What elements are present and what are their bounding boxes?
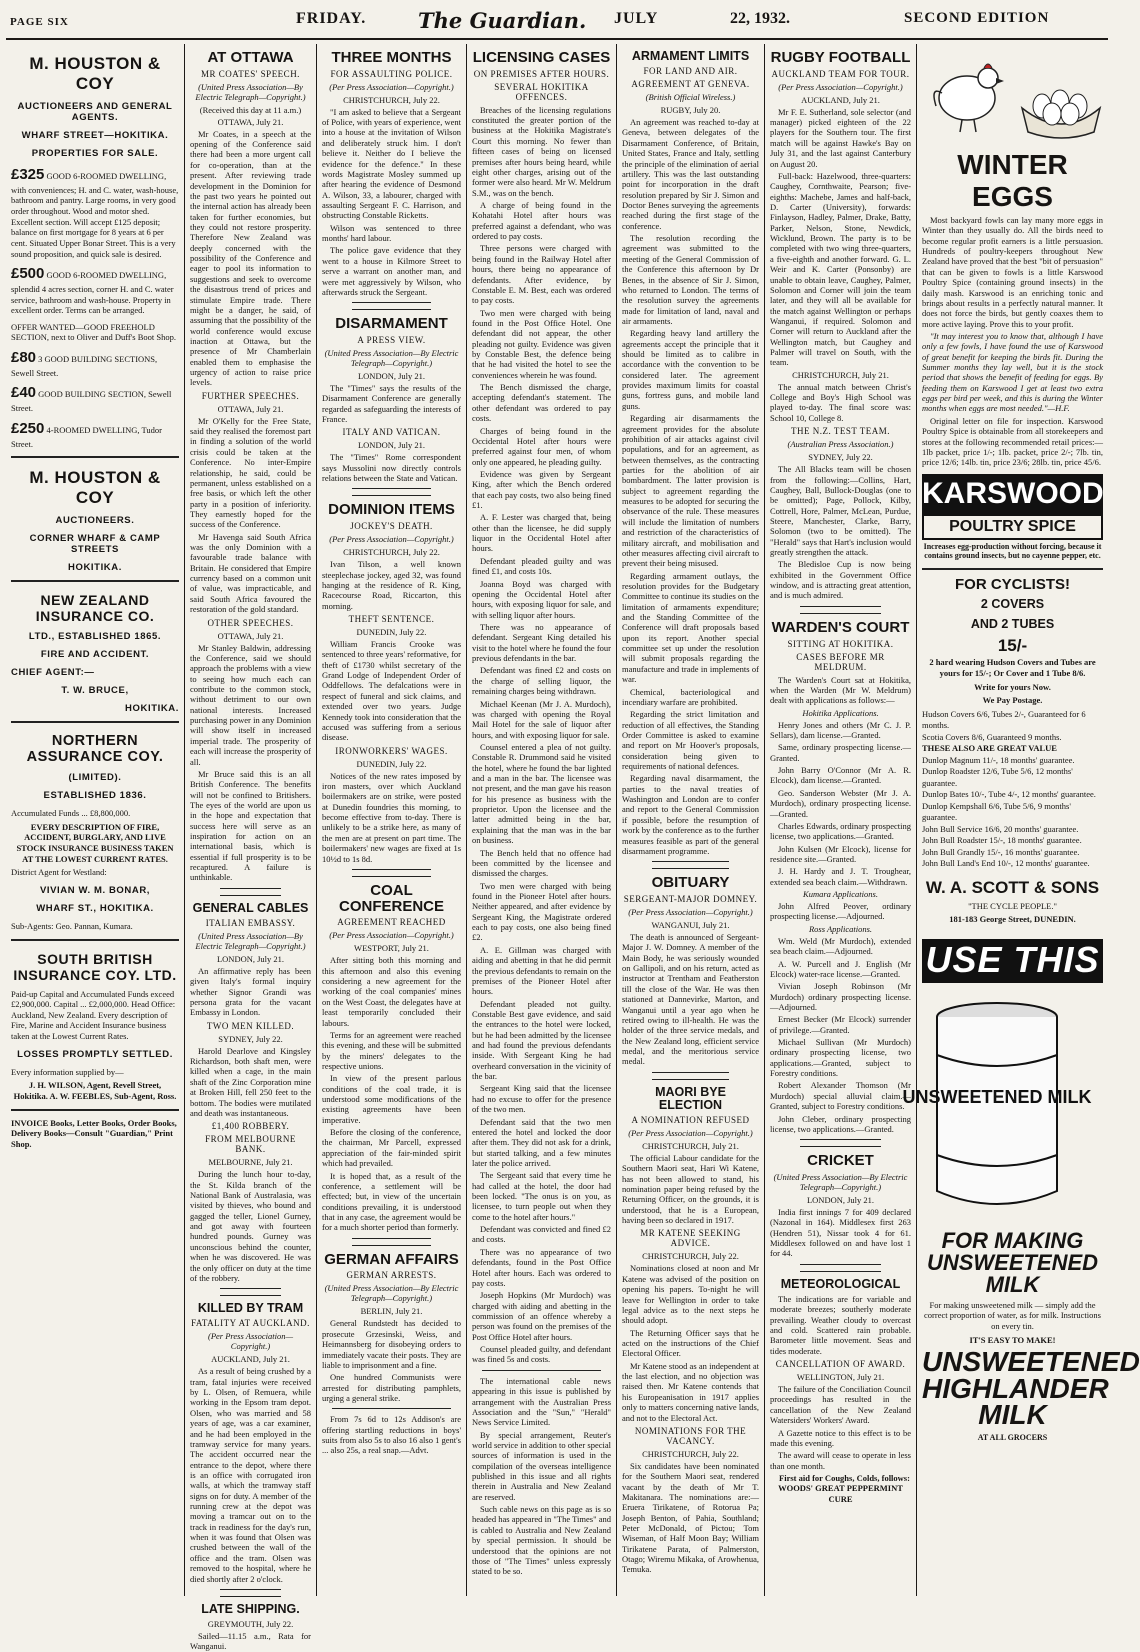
article-paragraph: Defendant pleaded not guilty. Constable Best gave evidence, and said the entrances to the hotel were locked, but he had been admitted by the licensee and had found the previous defendants inside. With Sergeant King he had overheard conversation in the vicinity of the bar. (472, 998, 611, 1082)
press-credit: (United Press Association—By Electric Telegraph—Copyright.) (195, 930, 306, 951)
dateline: BERLIN, July 21. (360, 1306, 423, 1317)
ad-south-british-name: SOUTH BRITISH INSURANCE COY. LTD. (13, 950, 177, 983)
article-paragraph: Two men were charged with being found in the Post Office Hotel. One defendant did not appear, the other pleading not guilty. Evidence was given by Constable Best, the defence being that he had visited the hotel to see the conveniences wherein he was found. (472, 307, 611, 380)
article-paragraph: Mr Bruce said this is an all British Conference. The benefits will not be confined to Britishers. The eyes of the world are upon us in the hope and expectation that success here will serve as an inspiration for action on an international basis, which is essential if full prosperity is to be recaptured. A failure is unthinkable. (190, 768, 311, 883)
advert-peppermint-cure: First aid for Coughs, Colds, follows: WOODS' GREAT PEPPERMINT CURE (778, 1472, 910, 1504)
press-credit: (Per Press Association—Copyright.) (628, 1127, 753, 1138)
page-number: PAGE SIX (10, 16, 69, 28)
subheading: CANCELLATION OF AWARD. (775, 1359, 906, 1370)
headline-rule (652, 861, 729, 869)
subheading: A NOMINATION REFUSED (631, 1114, 750, 1125)
press-credit: (Per Press Association—Copyright.) (628, 907, 753, 918)
article-paragraph: General Rundstedt has decided to prosecute Grzesinski, Weiss, and Heimannsberg for disobeying orders to immediately vacate their posts. They are liable to imprisonment and a fine. (322, 1318, 461, 1370)
article-paragraph: The Bledisloe Cup is now being exhibited in the Government Office window, and is attracting great attention, and is much admired. (770, 559, 911, 601)
article-headline-armament-limits: ARMAMENT LIMITS (631, 49, 750, 63)
subheading: CASES BEFORE MR MELDRUM. (796, 651, 885, 672)
ad-property-listing: £325 GOOD 6-ROOMED DWELLING, with conveniences; H. and C. water, wash-house, bathroom and pantry. Large rooms, in very good order throughout. Wood and motor shed. Excellent section. Will accept £125 deposit; balance on first mortgage for 8 years at 6 per cent. Situated Upper Bonar Street. This is a very sound proposition, and quick sale is desired. (11, 166, 179, 259)
article-headline-late-shipping: LATE SHIPPING. (201, 1601, 300, 1616)
subheading: MR COATES' SPEECH. (201, 68, 300, 79)
subheading: A PRESS VIEW. (357, 334, 426, 345)
article-paragraph: Robert Alexander Thomson (Mr Murdoch) special alluvial claim.—Granted, subject to Forestry conditions. (770, 1080, 911, 1112)
article-paragraph: Mr Stanley Baldwin, addressing the Conference, said we should approach the problems with a view to seeing how much each can contribute to the common stock, without detriment to our own national interests. Increased purchasing power in any Dominion will show itself in increased imperial trade. The prosperity of each will increase the prosperity of all. (190, 642, 311, 767)
subheading: AUCKLAND TEAM FOR TOUR. (771, 68, 910, 79)
press-credit: (United Press Association—By Electric Telegraph—Copyright.) (195, 81, 306, 102)
headline-rule (220, 1589, 281, 1597)
price-list-item: Hudson Covers 6/6, Tubes 2/-, Guaranteed for 6 months. (922, 708, 1086, 731)
press-credit: (Per Press Association—Copyright.) (778, 81, 903, 92)
headline-rule (652, 1072, 729, 1080)
article-paragraph: The Returning Officer says that he acted on the instructions of the Chief Electoral Officer. (622, 1327, 759, 1359)
article-paragraph: Regarding air disarmaments the agreement provides for the absolute prohibition of air attacks against civil populations, and for an agreement, as between themselves, as the contracting parties for the abolition of air bombardment. The latter provision is subject to agreement regarding the measures to be adopted for securing the observance of the rule. These measures will include the limitation of numbers and restriction of the characteristics of military aircraft, and mobilisation and other measures affecting civil aircraft to prevent their being misused. (622, 413, 759, 569)
article-paragraph: Mr Katene stood as an independent at the last election, and no objection was raised then. Mr Katene contends that his Europeanisation in 1917 applies only to matters concerning native lands, and not to the Electoral Act. (622, 1360, 759, 1423)
article-paragraph: Defendant pleaded guilty and was fined £1, and costs 10s. (472, 555, 611, 577)
price-list-item: THESE ALSO ARE GREAT VALUE (922, 743, 1057, 754)
article-paragraph: The police gave evidence that they went to a house in Kilmore Street to serve a warrant on another man, and were met aggressively by Wilson, who afterwards struck the Sergeant. (322, 245, 461, 297)
ad-winter-eggs-testimonial: "It may interest you to know that, although I have only a few fowls, I have found the use of Karswood of great benefit for keeping the birds fit. During the Summer months they lay well, but it is the stock period that shows the benefit of feeding for eggs. By feeding them on Karswood I get at least two extra eggs per bird per week, and this is during the Winter months when eggs are most needed."—H.F. (922, 330, 1103, 414)
ad-offer-wanted: OFFER WANTED—GOOD FREEHOLD SECTION, next to Oliver and Duff's Boot Shop. (11, 321, 176, 343)
ad-cyclists-postage: We Pay Postage. (982, 695, 1043, 706)
ad-scott-name: W. A. SCOTT & SONS (925, 877, 1100, 897)
article-paragraph: Terms for an agreement were reached this evening, and these will be submitted by the miners' delegates to the respective unions. (322, 1029, 461, 1071)
article-paragraph: Before the closing of the conference, the chairman, Mr Parcell, expressed appreciation of the fair-minded spirit which had prevailed. (322, 1127, 461, 1169)
article-paragraph: Charges of being found in the Occidental Hotel after hours were preferred against four men, of whom only one appeared, he pleading guilty. (472, 425, 611, 467)
advert-notice: From 7s 6d to 12s Addison's are offering startling reductions in boys' suits from also 5s to also 16 also 1 gent's ... also 25s, a real snap.—Advt. (322, 1414, 461, 1456)
article-paragraph: Ernest Becker (Mr Elcock) surrender of privilege.—Granted. (770, 1014, 911, 1035)
karswood-poultry-spice: POULTRY SPICE (922, 514, 1103, 540)
subheading: SERGEANT-MAJOR DOMNEY. (623, 894, 758, 905)
ad-houston-name: M. HOUSTON & COY (29, 54, 161, 93)
price-list-item: Scotia Covers 8/6, Guaranteed 9 months. (922, 731, 1062, 742)
article-paragraph: During the lunch hour to-day, the St. Kilda branch of the National Bank of Australasia, was visited by thieves, who bound and gagged the teller, Lionel Gurney, and got away with fourteen hundred pounds. Gurney was unconscious behind the counter, when he was discovered. He was the only officer on duty at the time of the robbery. (190, 1169, 311, 1283)
subheading: THE N.Z. TEST TEAM. (791, 426, 890, 437)
milk-tin-label: UNSWEETENED MILK (902, 1086, 1092, 1107)
ad-cyclists-covers: 2 COVERS (980, 597, 1045, 612)
press-credit: (Per Press Association—Copyright.) (329, 81, 454, 92)
article-paragraph: Six candidates have been nominated for the Southern Maori seat, rendered vacant by the death of Mr T. Makitanara. The nominations are:—Eruera Tirikatene, of Rotorua Pa; Joseph Benton, of Pahia, Southland; Peter McDonald, of Pictou; Tom Wiseman, of Half Moon Bay; William Tirikatene Parata, of Palmerston, Otago; Wiremu Mikaka, of Arowhenua, Temuka. (622, 1460, 759, 1575)
divider (11, 721, 179, 723)
subheading: OTHER SPEECHES. (207, 617, 294, 628)
article-paragraph: Chemical, bacteriological and incendiary warfare are prohibited. (622, 686, 759, 707)
subheading: AGREEMENT REACHED (337, 917, 446, 928)
dateline: CHRISTCHURCH, July 22. (642, 1448, 739, 1459)
article-paragraph: The Sergeant said that every time he had called at the hotel, the door had been locked. "The onus is on you, as licensee, to turn people out when they come to the hotel after hours." (472, 1170, 611, 1222)
ad-winter-eggs-text: Most backyard fowls can lay many more eggs in Winter than they usually do. All the birds need to become regular profit earners is a little persuasion. Hundreds of poultry-keepers throughout New Zealand have proved that the best "bit of persuasion" that can be given to fowls is a little Karswood Poultry Spice (containing ground insects) in the daily mash. Karswood is an enriching tonic and brings about results in a perfectly natural manner. It does not force the birds, but gently coaxes them to more active laying. Prove this to your profit. (922, 215, 1103, 329)
divider (11, 1109, 179, 1111)
headline-rule (352, 488, 431, 496)
article-paragraph: "I am asked to believe that a Sergeant of Police, with years of experience, went into a house at the invitation of Wilson and deliberately struck him. I don't believe it. Neither do I believe the evidence for the defence." In these words Magistrate Mosley summed up after hearing the evidence of Desmond A. Wilson, 33, a labourer, charged with assaulting Sergeant F. C. Harrison, and obstructing Constable Ricketts. (322, 106, 461, 221)
article-headline-dominion-items: DOMINION ITEMS (328, 501, 455, 519)
dateline: CHRISTCHURCH, July 21. (792, 369, 889, 380)
column-three (316, 44, 466, 1596)
article-headline-three-months: THREE MONTHS (331, 49, 452, 66)
article-paragraph: Evidence was given by Sergeant King, after which the Bench ordered that each pay costs, two also being fined £1. (472, 468, 611, 511)
dateline: LONDON, July 21. (806, 1195, 875, 1205)
subheading: JOCKEY'S DEATH. (350, 521, 433, 532)
press-credit: (United Press Association—By Electric Telegraph—Copyright.) (324, 1283, 459, 1304)
ad-northern-limited: (LIMITED). (68, 772, 122, 784)
article-paragraph: Full-back: Hazelwood, three-quarters: Caughey, Cornthwaite, Pearson; five-eighths: Machebe, James and half-back, D. Carter (University), forwards: Finlayson, Hadley, Palmer, Drake, Batty, Parker, Nelson, Stone, Newdick, Wicklund, Brown. The party is to be completed with two wing three-quarters, a five-eighth and another forward. G. L. Weir and K. Carter (Ponsonby) are unable to obtain leave, Caughey, Palmer, Solomon and Corner will join the team later, and they will all be available for the match against Wellington or perhaps Wanganui, if required. Solomon and Corner will return to Auckland after the Wellington match, but Caughey and Palmer will travel on South, with the team. (770, 170, 911, 368)
ad-chief-agent-name: T. W. BRUCE, (61, 685, 129, 697)
article-headline-german-affairs: GERMAN AFFAIRS (324, 1250, 459, 1268)
article-paragraph: Notices of the new rates imposed by iron masters, over which Auckland boilermakers are on strike, were posted at Dunedin foundries this morning, to become effective from to-day. There is unlikely to be a strike here, as many of the men are at present on part time. The boilermakers' new wages are fixed at 1s 10½d to 1s 8d. (322, 770, 461, 864)
ad-cyclists-write: Write for yours Now. (974, 681, 1051, 692)
ad-houston-address: WHARF STREET—HOKITIKA. (21, 130, 169, 141)
ad-nz-insurance-name: NEW ZEALAND INSURANCE CO. (35, 592, 155, 625)
article-paragraph: The Bench dismissed the charge, accepting defendant's statement. The other defendant was ordered to pay costs. (472, 382, 611, 424)
ad-property-listing: £80 3 GOOD BUILDING SECTIONS, Sewell Street. (11, 349, 158, 378)
column-two (184, 44, 316, 1652)
ad-cyclists-offer: 2 hard wearing Hudson Covers and Tubes are yours for 15/-; Or Cover and 1 Tube 8/6. (929, 657, 1096, 679)
subheading: ITALY AND VATICAN. (342, 427, 441, 438)
article-paragraph: One hundred Communists were arrested for distributing pamphlets, urging a general strike. (322, 1372, 461, 1403)
dateline: CHRISTCHURCH, July 22. (343, 547, 440, 558)
ad-south-british-agents: J. H. WILSON, Agent, Revell Street, Hokitika. A. W. FEEBLES, Sub-Agent, Ross. (13, 1080, 177, 1101)
article-paragraph: William Francis Crooke was sentenced to three years' reformative, for theft of £1730 whilst secretary of the Grand Lodge of Independent Order of Oddfellows. The defalcations were in respect of funeral and sick claims, and extended over two years. Judge Kennedy took into consideration that the accused was suffering from a serious disease. (322, 639, 461, 743)
dateline: MELBOURNE, July 21. (208, 1157, 293, 1168)
karswood-tagline: Increases egg-production without forcing, because it contains ground insects, but no cayenne pepper, etc. (923, 541, 1102, 560)
headline-rule (352, 869, 431, 877)
article-paragraph: J. H. Hardy and J. T. Troughear, extended sea beach claim.—Withdrawn. (770, 866, 911, 887)
article-paragraph: Breaches of the licensing regulations constituted the greater portion of the business at the Hokitika Magistrate's Court this morning. No fewer than fifteen cases of being on licensed premises after hours being heard, while eight other charges, arising out of the former were also heard. Mr W. Meldrum S.M., was on the bench. (472, 104, 611, 198)
article-paragraph: Three persons were charged with being found in the Railway Hotel after hours, there being no appearance of defendants. After evidence, by Constable E. M. Best, each was ordered to pay costs. (472, 243, 611, 306)
milk-tin-illustration (902, 995, 1092, 1215)
ad-south-british-info: Every information supplied by— (11, 1066, 124, 1077)
subheading: FROM MELBOURNE BANK. (205, 1134, 296, 1155)
issue-day: FRIDAY. (296, 10, 367, 27)
column-five (616, 44, 764, 1596)
dateline: WESTPORT, July 21. (354, 943, 429, 954)
issue-month: JULY (614, 10, 659, 27)
ad-cyclists-heading: FOR CYCLISTS! (955, 575, 1070, 593)
subheading: FOR ASSAULTING POLICE. (330, 68, 453, 79)
article-paragraph: The award will cease to operate in less than one month. (770, 1450, 911, 1471)
ad-northern-address: WHARF ST., HOKITIKA. (36, 902, 154, 914)
dateline: AUCKLAND, July 21. (801, 94, 880, 105)
article-paragraph: Defendant was convicted and fined £2 and costs. (472, 1224, 611, 1245)
article-paragraph: The resolution recording the agreement was submitted to the meeting of the General Commission of the Conference this afternoon by Dr Benes, in the absence of Sir J. Simon, who returned to London. The terms of the resolution survey the agreements made for limitation of land, naval and air armaments. (622, 233, 759, 326)
article-headline-general-cables: GENERAL CABLES (192, 900, 309, 915)
article-headline-meteorological: METEOROLOGICAL (780, 1276, 901, 1291)
ad-south-british-capital: Paid-up Capital and Accumulated Funds exceed £2,900,000. Capital ... £2,000,000. Head Office: Auckland, New Zealand. Every description of Fire, Marine and Accident Insurance business taken at the Lowest Current Rates. (11, 988, 176, 1041)
article-paragraph: Counsel entered a plea of not guilty. Constable R. Drummond said he visited the hotel, where he found the bar lighted and a man in the bar. The licensee was not present, and the man gave his reason for his presence as business with the proprietor. Upon the licensee and the latter admitted being in the bar, explaining that the man was in the bar on business. (472, 741, 611, 846)
subheading: IRONWORKERS' WAGES. (335, 745, 448, 756)
divider (922, 568, 1103, 570)
dateline: AUCKLAND, July 21. (211, 1354, 290, 1365)
press-credit: (United Press Association—By Electric Telegraph—Copyright.) (773, 1172, 908, 1192)
price-list-item: Dunlop Bates 10/-, Tube 4/-, 12 months' guarantee. (922, 789, 1096, 800)
price-list-item: Dunlop Roadster 12/6, Tube 5/6, 12 months' guarantee. (922, 766, 1073, 788)
article-paragraph: An affirmative reply has been given Italy's formal inquiry whether Signor Grandi was persona grata for the vacant Embassy in London. (190, 965, 311, 1018)
article-paragraph: Ivan Tilson, a well known steeplechase jockey, aged 32, was found hanging at the residence of R. King, Racecourse Road, Riccarton, this morning. (322, 559, 461, 611)
dateline: LONDON, July 21. (357, 370, 426, 381)
subheading: SEVERAL HOKITIKA OFFENCES. (494, 81, 589, 102)
dateline: OTTAWA, July 21. (217, 630, 284, 641)
ad-northern-every: EVERY DESCRIPTION OF FIRE, ACCIDENT, BURGLARY, AND LIVE STOCK INSURANCE BUSINESS TAKEN AT THE LOWEST CURRENT RATES. (16, 821, 174, 864)
dateline: CHRISTCHURCH, July 21. (642, 1140, 739, 1151)
ad-scott-tagline: "THE CYCLE PEOPLE." (968, 900, 1057, 911)
ad-at-all-grocers: AT ALL GROCERS (977, 1433, 1048, 1443)
dateline: DUNEDIN, July 22. (356, 758, 427, 769)
dateline: RUGBY, July 20. (660, 105, 721, 116)
article-paragraph: Same, ordinary prospecting license.—Granted. (770, 742, 911, 763)
ad-northern-district: District Agent for Westland: (11, 867, 107, 878)
received-note: (Received this day at 11 a.m.) (199, 104, 302, 115)
press-credit: (Per Press Association—Copyright.) (329, 930, 454, 941)
subheading: GERMAN ARRESTS. (346, 1270, 437, 1281)
dateline: SYDNEY, July 22. (808, 452, 873, 463)
subheading: MR KATENE SEEKING ADVICE. (640, 1228, 741, 1249)
article-headline-cricket: CRICKET (807, 1152, 874, 1170)
dateline: SYDNEY, July 22. (218, 1033, 283, 1044)
article-paragraph: The Bench held that no offence had been committed by the licensee and dismissed the charges. (472, 847, 611, 879)
dateline: OTTAWA, July 21. (217, 116, 284, 127)
ad-nz-insurance-established: LTD., ESTABLISHED 1865. (28, 631, 162, 643)
price-list-item: John Bull Grandly 15/-, 16 months' guarantee. (922, 846, 1080, 857)
ad-nz-insurance-fire: FIRE AND ACCIDENT. (40, 649, 150, 661)
subheading: TWO MEN KILLED. (206, 1020, 295, 1031)
article-paragraph: Defendant was fined £2 and costs on the charge of selling liquor, the remaining charges being withdrawn. (472, 665, 611, 697)
headline-rule (220, 1288, 281, 1296)
cable-notice: The international cable news appearing in this issue is published by arrangement with the Australian Press Association and the "Sun," "Herald" News Service Limited. (472, 1375, 611, 1428)
subsection-label: Ross Applications. (808, 923, 873, 934)
ad-cyclists-price: 15/- (997, 635, 1028, 655)
press-credit: (Australian Press Association.) (787, 439, 894, 450)
ad-northern-established: ESTABLISHED 1836. (43, 790, 147, 802)
article-headline-obituary: OBITUARY (651, 874, 730, 892)
article-paragraph: Harold Dearlove and Kingsley Richardson, both shaft men, were killed when a cage, in the main shaft of the Zinc Corporation mine at Broken Hill, fell 250 feet to the bottom. The bodies were mutilated and death was instantaneous. (190, 1045, 311, 1118)
press-credit: (Per Press Association—Copyright.) (208, 1331, 293, 1352)
ad-houston-corner: CORNER WHARF & CAMP STREETS (29, 533, 161, 556)
article-headline-wardens-court: WARDEN'S COURT (771, 618, 910, 636)
price-list-item: John Bull Roadster 15/-, 18 months' guarantee. (922, 835, 1082, 846)
article-paragraph: In view of the present parlous conditions of the coal trade, it is understood some modifications of the existing agreements have been imperative. (322, 1073, 461, 1125)
article-headline-disarmament: DISARMAMENT (335, 315, 448, 333)
dateline: CHRISTCHURCH, July 22. (343, 94, 440, 105)
article-paragraph: Regarding heavy land artillery the agreements accept the principle that it should be limited as to calibre in accordance with the convention to be considered later. The agreement provides maximum limits for coastal guns, fortress guns, and mobile land guns. (622, 328, 759, 411)
article-paragraph: Sailed—11.15 a.m., Rata for Wanganui. (190, 1631, 311, 1652)
article-paragraph: John Barry O'Connor (Mr A. R. Elcock), dam license.—Granted. (770, 765, 911, 786)
divider (332, 1408, 451, 1409)
press-credit: (Per Press Association—Copyright.) (329, 534, 454, 545)
ad-property-listing: £40 GOOD BUILDING SECTION, Sewell Street. (11, 384, 172, 414)
ad-highlander-milk: UNSWEETENED HIGHLANDER MILK (922, 1346, 1140, 1431)
dateline: WANGANUI, July 21. (651, 920, 730, 931)
subsection-label: Hokitika Applications. (802, 707, 879, 718)
article-paragraph: A Gazette notice to this effect is to be made this evening. (770, 1427, 911, 1448)
subheading: ITALIAN EMBASSY. (205, 917, 296, 928)
ad-south-british-losses: LOSSES PROMPTLY SETTLED. (17, 1048, 173, 1060)
dateline: CHRISTCHURCH, July 22. (642, 1251, 739, 1262)
price-list-item: Dunlop Kempshall 6/6, Tube 5/6, 9 months' guarantee. (922, 800, 1071, 823)
divider (11, 580, 179, 582)
article-paragraph: The All Blacks team will be chosen from the following:—Collins, Hart, Caughey, Ball, Bullock-Douglas (one to be omitted); Page, Pollock, Kilby, Cottrell, Hore, Palmer, McLean, Purdue, Steere, Manchester, Clarke, Barry, Solomon (two to be omitted). The "Herald" says that Hart's inclusion would greatly strengthen the attack. (770, 464, 911, 558)
column-four (466, 44, 616, 1596)
newspaper-title: The Guardian. (418, 8, 587, 33)
karswood-logo: KARSWOOD (922, 474, 1103, 514)
price-list-item: Dunlop Magnum 11/-, 18 months' guarantee. (922, 754, 1075, 765)
article-headline-rugby-football: RUGBY FOOTBALL (770, 49, 911, 66)
subheading: ON PREMISES AFTER HOURS. (473, 68, 610, 79)
headline-rule (352, 1238, 431, 1246)
article-paragraph: Regarding naval disarmament, the parties to the naval treaties of Washington and London are to confer and report to the General Commission if possible, before the resumption of work by the conference as to the further measures feasible as part of the general disarmament programme. (622, 773, 759, 856)
subheading: NOMINATIONS FOR THE VACANCY. (634, 1425, 747, 1446)
subheading: FURTHER SPEECHES. (201, 390, 300, 401)
ad-chief-agent-town: HOKITIKA. (125, 703, 179, 715)
article-paragraph: Geo. Sanderson Webster (Mr J. A. Murdoch), ordinary prospecting license.—Granted. (770, 787, 911, 819)
article-paragraph: Mr O'Kelly for the Free State, said they realised the foremost part in finding a solution of the world crisis could be taken at the Conference. No inter-Empire relationship, he said, could be permanent, unless established on a free basis, or which left the other party in a position of inferiority. They earnestly hoped for the success of the Conference. (190, 415, 311, 530)
ad-for-making-heading: FOR MAKING UNSWEETENED MILK (926, 1227, 1099, 1297)
headline-rule (352, 302, 431, 310)
article-paragraph: The official Labour candidate for the Southern Maori seat, Hari Wi Katene, has not been allowed to stand, his nomination paper being refused by the Returning Officer, on the grounds, it is understood, that he is a European, having been so declared in 1917. (622, 1152, 759, 1226)
ad-cyclists-price-list (922, 709, 1103, 870)
dateline: WELLINGTON, July 21. (796, 1372, 885, 1383)
subheading: SITTING AT HOKITIKA. (787, 638, 894, 649)
ad-northern-name: NORTHERN ASSURANCE COY. (26, 733, 164, 766)
article-paragraph: The death is announced of Sergeant-Major J. W. Domney. A member of the Main Body, he was seriously wounded on Gallipoli, and on his return, acted as instructor at Trentham and Featherston till the close of the War. He was then stationed at Dannevirke, Marton, and Wanganui until a year ago when he retired owing to ill-health. He was the holder of the three service medals, and the New Zealand long, efficient service medal, and the meritorious service medal. (622, 932, 759, 1067)
hen-and-eggs-illustration (922, 48, 1102, 138)
subheading: AGREEMENT AT GENEVA. (631, 79, 750, 90)
article-paragraph: Wilson was sentenced to three months' hard labour. (322, 222, 461, 244)
article-paragraph: A. E. Gillman was charged with aiding and abetting in that he did permit the previous defendants to remain on the premises of the Pioneer Hotel after hours. (472, 944, 611, 997)
dateline: GREYMOUTH, July 22. (207, 1619, 294, 1630)
ad-property-listing: £500 GOOD 6-ROOMED DWELLING, splendid 4 acres section, corner H. and C. water service, bathroom and wash-house. Property in excellent order. Terms can be arranged. (11, 265, 174, 316)
article-paragraph: The indications are for variable and moderate breezes; southerly moderate prevailing. Weather cloudy to overcast and cold. Scattered rain probable. Barometer little movement. Seas and tides moderate. (770, 1293, 911, 1356)
article-paragraph: After sitting both this morning and this afternoon and also this evening considering a new agreement for the working of the coal companies' mines on the West Coast, the delegates have at least temporarily concluded their labours. (322, 955, 461, 1028)
ad-property-listing: £250 4-ROOMED DWELLING, Tudor Street. (11, 419, 162, 449)
article-paragraph: The "Times" says the results of the Disarmament Conference are generally regarded as safeguarding the interests of France. (322, 382, 461, 425)
column-advertisements (6, 44, 184, 1596)
headline-rule (220, 888, 281, 896)
cable-notice: Such cable news on this page as is so headed has appeared in "The Times" and is cabled to Australia and New Zealand by special permission. It should be understood that the opinions are not those of "The Times" unless expressly stated to be so. (472, 1504, 611, 1577)
subheading: £1,400 ROBBERY. (211, 1121, 290, 1132)
article-paragraph: As a result of being crushed by a tram, fatal injuries were received by L. Olsen, of Remuera, while working in the Epsom tram depot. Olsen, who was married and 58 years of age, was a car examiner, and he had been employed in the tramway service for many years. The accident occurred near the entrance to the depot, where there is an office with corrugated iron walls, at which the tramway staff signs on for duty. A member of the running crew at the depot was moving a tramcar out on to the track in readiness for the day's run, when it was found that Olsen was crushed between the wall of the office and the tram. Olsen was removed to the hospital, where he died shortly after 2 o'clock. (190, 1366, 311, 1584)
article-headline-licensing-cases: LICENSING CASES (472, 49, 611, 66)
article-headline-killed-by-tram: KILLED BY TRAM (197, 1301, 304, 1316)
article-headline-ottawa: AT OTTAWA (207, 49, 294, 66)
ad-scott-address: 181-183 George Street, DUNEDIN. (949, 914, 1076, 925)
dateline: OTTAWA, July 21. (217, 403, 284, 414)
article-paragraph: There was no appearance of defendant. Sergeant King detailed his visit to the hotel where he found the four previous defendants in the bar. (472, 622, 611, 664)
article-paragraph: Michael Keenan (Mr J. A. Murdoch), was charged with opening the Royal Mail Hotel for the sale of liquor after hours, and with exposing liquor for sale. (472, 698, 611, 740)
article-paragraph: There was no appearance of two defendants, found in the Post Office Hotel after hours. Each was ordered to pay costs. (472, 1246, 611, 1288)
article-paragraph: Sergeant King said that the licensee had no excuse to offer for the presence of the two men. (472, 1083, 611, 1115)
article-headline-maori-bye-election: MAORI BYE ELECTION (655, 1084, 726, 1112)
press-credit: (United Press Association—By Electric Telegraph—Copyright.) (324, 347, 459, 368)
divider (482, 1370, 601, 1371)
article-paragraph: Henry Jones and others (Mr C. J. P. Sellars), dam license.—Granted. (770, 719, 911, 741)
divider (11, 456, 179, 458)
ad-northern-agent: VIVIAN W. M. BONAR, (39, 884, 151, 896)
ad-invoice-books: INVOICE Books, Letter Books, Order Books, Delivery Books—Consult "Guardian," Print Shop. (11, 1117, 177, 1149)
article-paragraph: An agreement was reached to-day at Geneva, between delegates of the Disarmament Conference, of Britain, United States, France and Italy, settling the principle of the elimination of aerial artillery. This was the last outstanding point for incorporation in the draft resolution prepared by Sir J. Simon and Doctor Benes surveying the agreements reached during the first stage of the conference. (622, 117, 759, 231)
article-paragraph: India first innings 7 for 409 declared (Nazonal in 164). Middlesex first 263 (Hendren 51), Nissar took 4 for 61. Middlesex followed on and have lost 1 for 44. (770, 1207, 911, 1259)
ad-houston-name-2: M. HOUSTON & COY (29, 468, 161, 508)
article-paragraph: Vivian Joseph Robinson (Mr Murdoch) ordinary prospecting license.—Adjourned. (770, 981, 911, 1012)
price-list-item: John Bull Land's End 10/-, 12 months' guarantee. (922, 858, 1090, 869)
ad-winter-eggs-heading: WINTER EGGS (957, 149, 1068, 212)
article-paragraph: The failure of the Conciliation Council proceedings has resulted in the cancellation of the New Zealand Watersiders' Workers' Award. (770, 1384, 911, 1426)
article-paragraph: Michael Sullivan (Mr Murdoch) ordinary prospecting license, two applications.—Granted, subject to Forestry conditions. (770, 1037, 911, 1079)
edition-label: SECOND EDITION (904, 10, 1050, 26)
headline-rule (800, 606, 881, 614)
article-headline-coal-conference: COAL CONFERENCE (338, 881, 444, 915)
article-paragraph: Two men were charged with being found in the Pioneer Hotel after hours. Neither appeared, and after evidence by Sergeant King, the Magistrate ordered each to pay costs, one also being fined £2. (472, 880, 611, 943)
article-paragraph: The Warden's Court sat at Hokitika, when the Warden (Mr W. Meldrum) dealt with applications as follows:— (770, 674, 911, 706)
article-paragraph: Mr F. E. Sutherland, sole selector (and manager) picked eighteen of the 22 players for the Southern tour. The first match will be against Hawke's Bay on July 31, and the last against Canterbury on August 20. (770, 106, 911, 169)
article-paragraph: Charles Edwards, ordinary prospecting license, two applications.—Granted. (770, 820, 911, 842)
article-paragraph: A. F. Lester was charged that, being other than the licensee, he did supply liquor in the Occidental Hotel after hours. (472, 512, 611, 554)
dateline: DUNEDIN, July 22. (356, 627, 427, 638)
article-paragraph: John Alfred Peover, ordinary prospecting license.—Adjourned. (770, 901, 911, 922)
column-six (764, 44, 916, 1596)
article-paragraph: It is hoped that, as a result of the conference, a settlement will be effected; but, in view of the uncertain conditions prevailing, it is understood that in any case, the agreement would be for a much shorter period than formerly. (322, 1170, 461, 1233)
ad-for-making-text: For making unsweetened milk — simply add the correct proportion of water, as for milk. Instructions on every tin. (924, 1299, 1101, 1332)
subheading: FATALITY AT AUCKLAND. (191, 1318, 310, 1329)
article-paragraph: Mr Coates, in a speech at the opening of the Conference said there had been a more urgent call for co-operation, than at the present. After reviewing trade development in the Dominion for the past two years he pointed out the internal action has already been taken for further economies, but they could not restore prosperity. Therefore New Zealand was deeply concerned with the possibility of the Conference and eager to pool its information to suggestions and seek to overcome the disastrous trend of prices and stimulate Empire trade. There might be a danger, he said, of assuming that the possibility of the world conference would excuse inaction at Ottawa, but the presence of Mr Chamberlain enabled them to emphasise the urgency of action to raise price levels. (190, 128, 311, 388)
cable-notice: By special arrangement, Reuter's world service in addition to other special sources of information is used in the compilation of the overseas intelligence published in this issue and all rights therein in Australia and New Zealand are reserved. (472, 1429, 611, 1502)
press-credit: (British Official Wireless.) (645, 92, 736, 103)
dateline: LONDON, July 21. (357, 440, 426, 451)
article-paragraph: Regarding the strict limitation and reduction of all effectives, the Standing Order Committee is asked to examine and report on Mr Hoover's proposals, consideration being given to requirements of national defences. (622, 709, 759, 772)
subheading: THEFT SENTENCE. (348, 614, 435, 625)
subheading: FOR LAND AND AIR. (643, 66, 738, 77)
article-paragraph: Nominations closed at noon and Mr Katene was advised of the position on opening his papers. To-night he will leave for Wellington in order to take legal advice as to the next steps he should adopt. (622, 1263, 759, 1326)
column-advertisements-right (902, 44, 1140, 1596)
ad-chief-agent-label: CHIEF AGENT:— (11, 667, 95, 679)
article-paragraph: Wm. Weld (Mr Murdoch), extended sea beach claim.—Adjourned. (770, 935, 911, 957)
article-paragraph: A charge of being found in the Kohatahi Hotel after hours was preferred against a defendant, who was ordered to pay costs. (472, 199, 611, 242)
article-paragraph: Defendant said that the two men entered the hotel and locked the door after them. They did not ask for a drink, but started talking, and a few minutes later the police arrived. (472, 1116, 611, 1168)
article-paragraph: A. W. Purcell and J. English (Mr Elcock) water-race license.—Granted. (770, 958, 911, 979)
article-paragraph: John Kulsen (Mr Elcock), license for residence site.—Granted. (770, 843, 911, 864)
article-paragraph: John Cleber, ordinary prospecting license, two applications.—Granted. (770, 1113, 911, 1134)
ad-northern-funds: Accumulated Funds ... £8,800,000. (11, 808, 131, 819)
article-paragraph: Joseph Hopkins (Mr Murdoch) was charged with aiding and abetting in the commission of an offence whereby a person was found on the premises of the Post Office Hotel after hours. (472, 1290, 611, 1342)
issue-date: 22, 1932. (730, 10, 790, 27)
masthead (6, 8, 1108, 40)
article-paragraph: The annual match between Christ's College and Boy's High School was played to-day. The final score was: School 10, College 8. (770, 381, 911, 423)
article-paragraph: The "Times" Rome correspondent says Mussolini now directly controls relations between the State and Vatican. (322, 452, 461, 484)
ad-houston-town: HOKITIKA. (68, 562, 122, 574)
article-paragraph: Counsel pleaded guilty, and defendant was fined 5s and costs. (472, 1344, 611, 1365)
article-paragraph: Mr Havenga said South Africa was the only Dominion with a favourable trade balance with Britain. He considered that Empire currency based on a common unit of value, was impracticable, and said South Africa favoured the restoration of the gold standard. (190, 531, 311, 615)
ad-its-easy: IT'S EASY TO MAKE! (969, 1334, 1056, 1345)
price-list-item: John Bull Service 16/6, 20 months' guarantee. (922, 823, 1079, 834)
ad-northern-subagents: Sub-Agents: Geo. Pannan, Kumara. (11, 920, 133, 931)
divider (11, 939, 179, 941)
ad-cyclists-tubes: AND 2 TUBES (970, 616, 1055, 631)
ad-use-this-banner: USE THIS (922, 939, 1103, 983)
dateline: LONDON, July 21. (216, 953, 285, 964)
ad-houston-auctioneers: AUCTIONEERS AND GENERAL AGENTS. (17, 101, 173, 123)
article-paragraph: Regarding armament outlays, the resolution provides for the Budgetary Committee to continue its studies on the limitation of armaments expenditure; and the Standing Committee of the Conference will draft proposals based upon its report. Another special committee set up under the resolution will submit proposals regarding the manufacture and trade in implements of war. (622, 570, 759, 685)
article-paragraph: Joanna Boyd was charged with opening the Occidental Hotel after hours, with exposing liquor for sale, and with selling liquor after hours. (472, 578, 611, 620)
subsection-label: Kumara Applications. (803, 889, 878, 900)
ad-houston-auctioneers-2: AUCTIONEERS. (55, 515, 135, 527)
headline-rule (800, 1139, 881, 1147)
ad-properties-heading: PROPERTIES FOR SALE. (31, 148, 159, 159)
headline-rule (800, 1264, 881, 1272)
ad-winter-eggs-prices: Original letter on file for inspection. Karswood Poultry Spice is obtainable from all storekeepers and stores at the following recommended retail prices:—1lb packet, price 1/-; 1lb. packet, price 2/-; 7lb. tin, price 12/6; 14lb. tin, price 23/6; 28lb. tin, price 45/6. (922, 415, 1103, 468)
